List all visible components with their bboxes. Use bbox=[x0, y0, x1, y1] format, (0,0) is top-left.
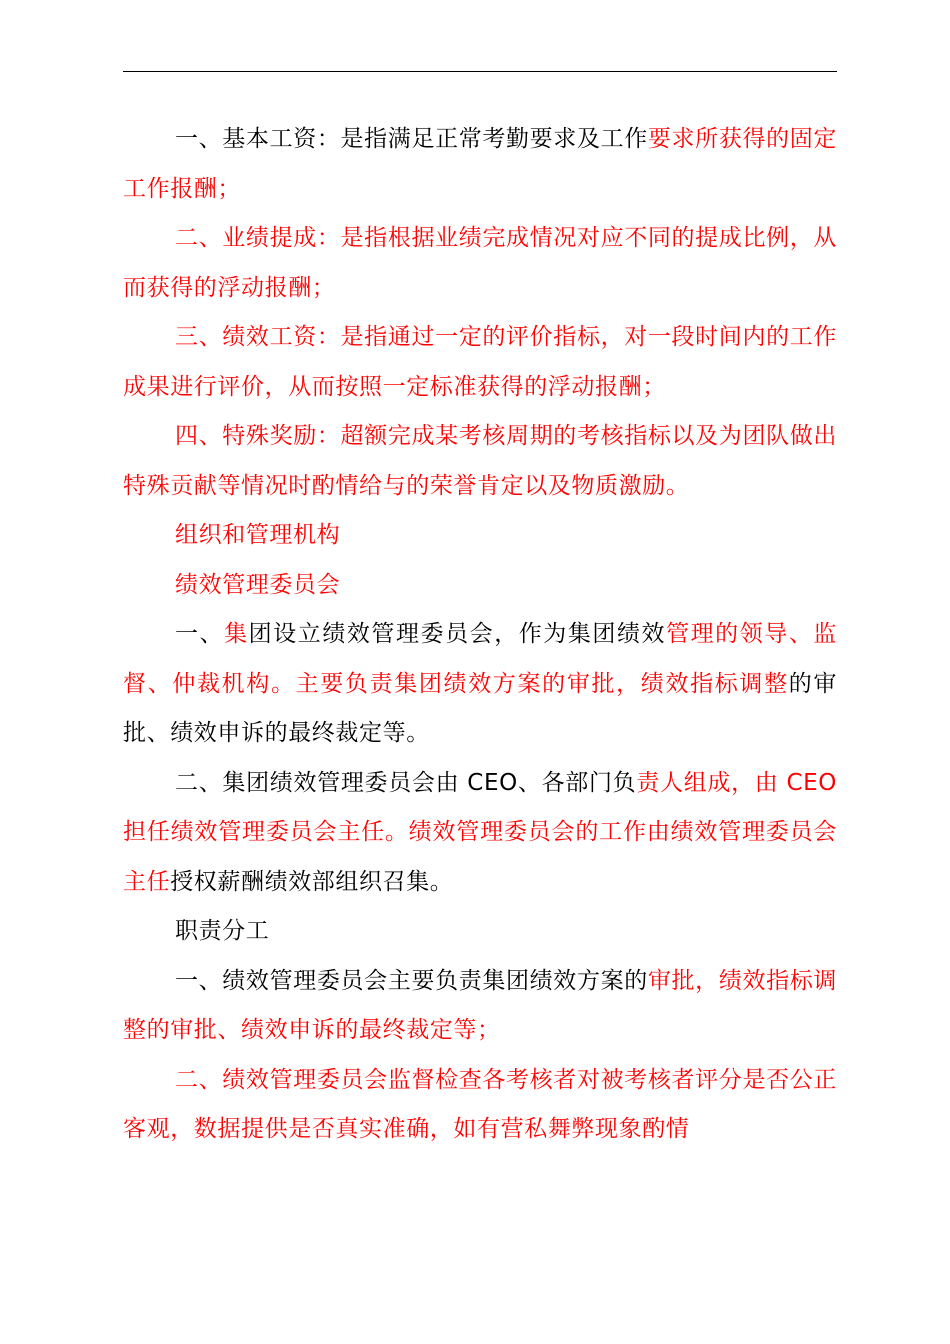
paragraph-11 bbox=[123, 1056, 837, 1155]
paragraph-10 bbox=[123, 957, 837, 1056]
highlighted-text: 二、业绩提成：是指根据业绩完成情况对应不同的提成比例，从而获得的浮动报酬； bbox=[123, 225, 837, 301]
paragraph-2 bbox=[123, 214, 837, 313]
highlighted-text: 组织和管理机构 bbox=[175, 522, 341, 548]
paragraph-5 bbox=[123, 511, 837, 561]
paragraph-7 bbox=[123, 610, 837, 759]
body-text: 团设立绩效管理委员会，作为集团绩效 bbox=[248, 621, 667, 647]
paragraph-4 bbox=[123, 412, 837, 511]
highlighted-text: 审批，绩效指标调整的审批、绩效申诉的最终裁定等； bbox=[123, 967, 837, 1043]
highlighted-text: 四、特殊奖励：超额完成某考核周期的考核指标以及为团队做出特殊贡献等情况时酌情给与的荣誉肯定以及物质激励。 bbox=[123, 423, 837, 499]
paragraph-8 bbox=[123, 759, 837, 908]
highlighted-text: 二、绩效管理委员会监督检查各考核者对被考核者评分是否公正客观，数据提供是否真实准确，如有营私舞弊现象酌情 bbox=[123, 1066, 837, 1142]
highlighted-text: 要求所获得的固定工作报酬； bbox=[123, 126, 837, 202]
document-body bbox=[123, 115, 837, 1155]
highlighted-text: 三、绩效工资：是指通过一定的评价指标，对一段时间内的工作成果进行评价，从而按照一定标准获得的浮动报酬； bbox=[123, 324, 837, 400]
paragraph-1 bbox=[123, 115, 837, 214]
highlighted-text: 责人组成，由 CEO 担任绩效管理委员会主任。绩效管理委员会的工作由绩效管理委员会主任 bbox=[123, 769, 837, 895]
body-text: 一、绩效管理委员会主要负责集团绩效方案的 bbox=[175, 967, 648, 994]
paragraph-3 bbox=[123, 313, 837, 412]
body-text: 职责分工 bbox=[175, 918, 270, 944]
body-text: 二、集团绩效管理委员会由 CEO、各部门负 bbox=[175, 769, 637, 796]
highlighted-text: 绩效管理委员会 bbox=[175, 571, 341, 598]
body-text: 授权薪酬绩效部组织召集。 bbox=[170, 868, 454, 895]
body-text: 一、基本工资：是指满足正常考勤要求及工作 bbox=[175, 126, 648, 152]
paragraph-9 bbox=[123, 907, 837, 957]
body-text: 的审批、绩效申诉的最终裁定等。 bbox=[123, 670, 838, 746]
highlighted-text: 管理的领导、监督、仲裁机构。主要负责集团绩效方案的审批，绩效指标调整 bbox=[123, 621, 837, 697]
body-text: 一、 bbox=[175, 621, 225, 647]
header-rule bbox=[123, 71, 837, 72]
highlighted-text: 集 bbox=[224, 621, 249, 647]
paragraph-6 bbox=[123, 561, 837, 611]
